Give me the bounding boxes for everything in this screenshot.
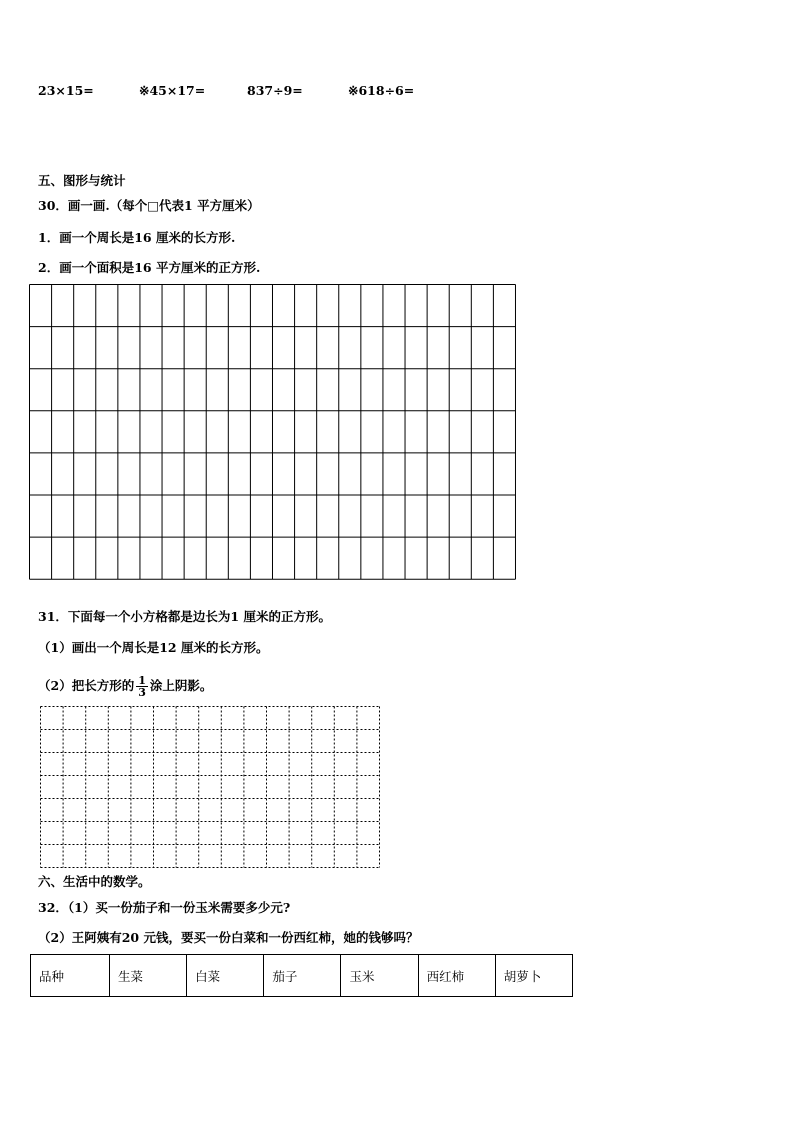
arith-item-3: 837÷9= <box>247 83 303 98</box>
drawing-grid-dashed[interactable] <box>40 706 382 869</box>
section6-title: 六、生活中的数学。 <box>38 874 151 889</box>
arith-item-4: ※618÷6= <box>348 83 415 98</box>
table-cell-corn: 玉米 <box>341 955 418 997</box>
q31-item-1: （1）画出一个周长是12 厘米的长方形。 <box>38 640 269 655</box>
fraction-one-third <box>136 675 148 698</box>
table-cell-carrot: 胡萝卜 <box>495 955 572 997</box>
table-cell-eggplant: 茄子 <box>264 955 341 997</box>
section5-title: 五、图形与统计 <box>38 173 126 188</box>
q30-title: 30．画一画.（每个□代表1 平方厘米） <box>38 198 260 213</box>
table-cell-cabbage: 白菜 <box>187 955 264 997</box>
table-cell-variety: 品种 <box>31 955 110 997</box>
q30-item-1: 1．画一个周长是16 厘米的长方形. <box>38 230 236 245</box>
vegetable-table <box>30 954 573 997</box>
q31-title: 31．下面每一个小方格都是边长为1 厘米的正方形。 <box>38 609 331 624</box>
table-row <box>31 955 573 997</box>
fraction-numerator: 1 <box>138 674 146 687</box>
arith-item-2: ※45×17= <box>139 83 206 98</box>
table-cell-lettuce: 生菜 <box>110 955 187 997</box>
drawing-grid-solid[interactable] <box>29 284 517 582</box>
q31-item-2-before: （2）把长方形的 <box>38 678 135 693</box>
q30-item-2: 2．画一个面积是16 平方厘米的正方形. <box>38 260 261 275</box>
table-cell-tomato: 西红柿 <box>418 955 495 997</box>
q32-part-1: 32．（1）买一份茄子和一份玉米需要多少元? <box>38 900 291 915</box>
q31-item-2 <box>38 670 212 702</box>
q32-part-2: （2）王阿姨有20 元钱，要买一份白菜和一份西红柿，她的钱够吗？ <box>38 930 419 945</box>
q31-item-2-after: 涂上阴影。 <box>149 678 213 693</box>
arith-item-1: 23×15= <box>38 83 94 98</box>
fraction-denominator: 3 <box>138 686 146 699</box>
